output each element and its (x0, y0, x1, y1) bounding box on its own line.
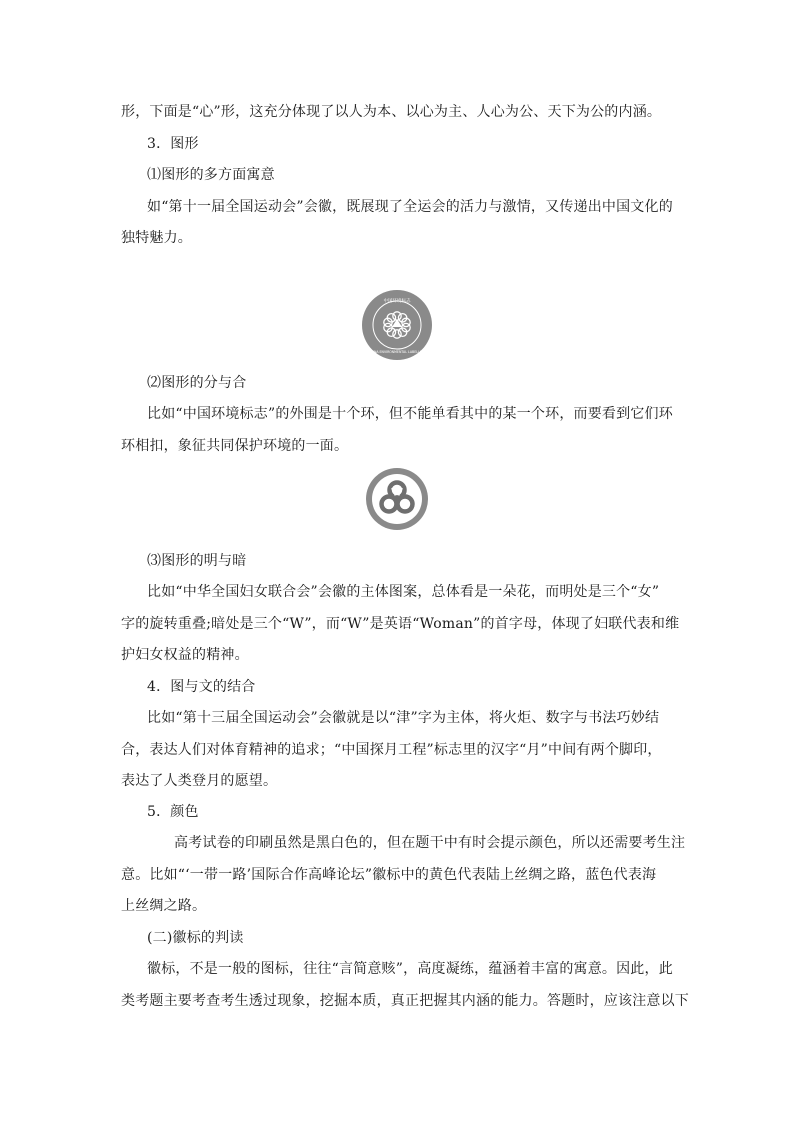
text-line: 表达了人类登月的愿望。 (121, 773, 278, 789)
text-line: 意。比如“‘一带一路’国际合作高峰论坛”徽标中的黄色代表陆上丝绸之路，蓝色代表海 (121, 867, 657, 883)
text-line: 徽标，不是一般的图标，往往“言简意赅”，高度凝练，蕴涵着丰富的寓意。因此，此 (147, 961, 673, 977)
text-line: 环相扣，象征共同保护环境的一面。 (121, 438, 349, 454)
emblem-bottom-text: CHINA ENVIRONMENTAL LABELLING (368, 350, 426, 354)
text-line: 合，表达人们对体育精神的追求；“中国探月工程”标志里的汉字“月”中间有两个脚印， (121, 742, 662, 758)
section-heading: (二)徽标的判读 (147, 930, 244, 946)
text-line: 高考试卷的印刷虽然是黑白色的，但在题干中有时会提示颜色，所以还需要考生注 (174, 835, 686, 851)
text-line: 如“第十一届全国运动会”会徽，既展现了全运会的活力与激情，又传递出中国文化的 (147, 199, 673, 215)
section-heading: 4．图与文的结合 (147, 679, 256, 695)
environmental-label-emblem (361, 289, 433, 361)
subsection-heading: ⑴图形的多方面寓意 (147, 167, 275, 183)
womens-federation-emblem (365, 467, 429, 531)
subsection-heading: ⑶图形的明与暗 (147, 553, 247, 569)
text-line: 护妇女权益的精神。 (121, 647, 249, 663)
text-line: 比如“中国环境标志”的外围是十个环，但不能单看其中的某一个环，而要看到它们环 (147, 406, 673, 422)
text-line: 比如“第十三届全国运动会”会徽就是以“津”字为主体，将火炬、数字与书法巧妙结 (147, 710, 660, 726)
section-heading: 3．图形 (147, 136, 199, 152)
text-line: 类考题主要考查考生透过现象，挖掘本质，真正把握其内涵的能力。答题时，应该注意以下 (121, 993, 689, 1009)
text-line: 形，下面是“心”形，这充分体现了以人为本、以心为主、人心为公、天下为公的内涵。 (121, 104, 662, 120)
emblem-top-text: 中国环境标志 (383, 299, 411, 304)
text-line: 上丝绸之路。 (121, 898, 207, 914)
text-line: 独特魅力。 (121, 230, 192, 246)
text-line: 字的旋转重叠;暗处是三个“W”，而“W”是英语“Woman”的首字母，体现了妇联代表和维 (121, 616, 680, 632)
section-heading: 5．颜色 (147, 804, 199, 820)
text-line: 比如“中华全国妇女联合会”会徽的主体图案，总体看是一朵花，而明处是三个“女” (147, 584, 660, 600)
subsection-heading: ⑵图形的分与合 (147, 375, 247, 391)
